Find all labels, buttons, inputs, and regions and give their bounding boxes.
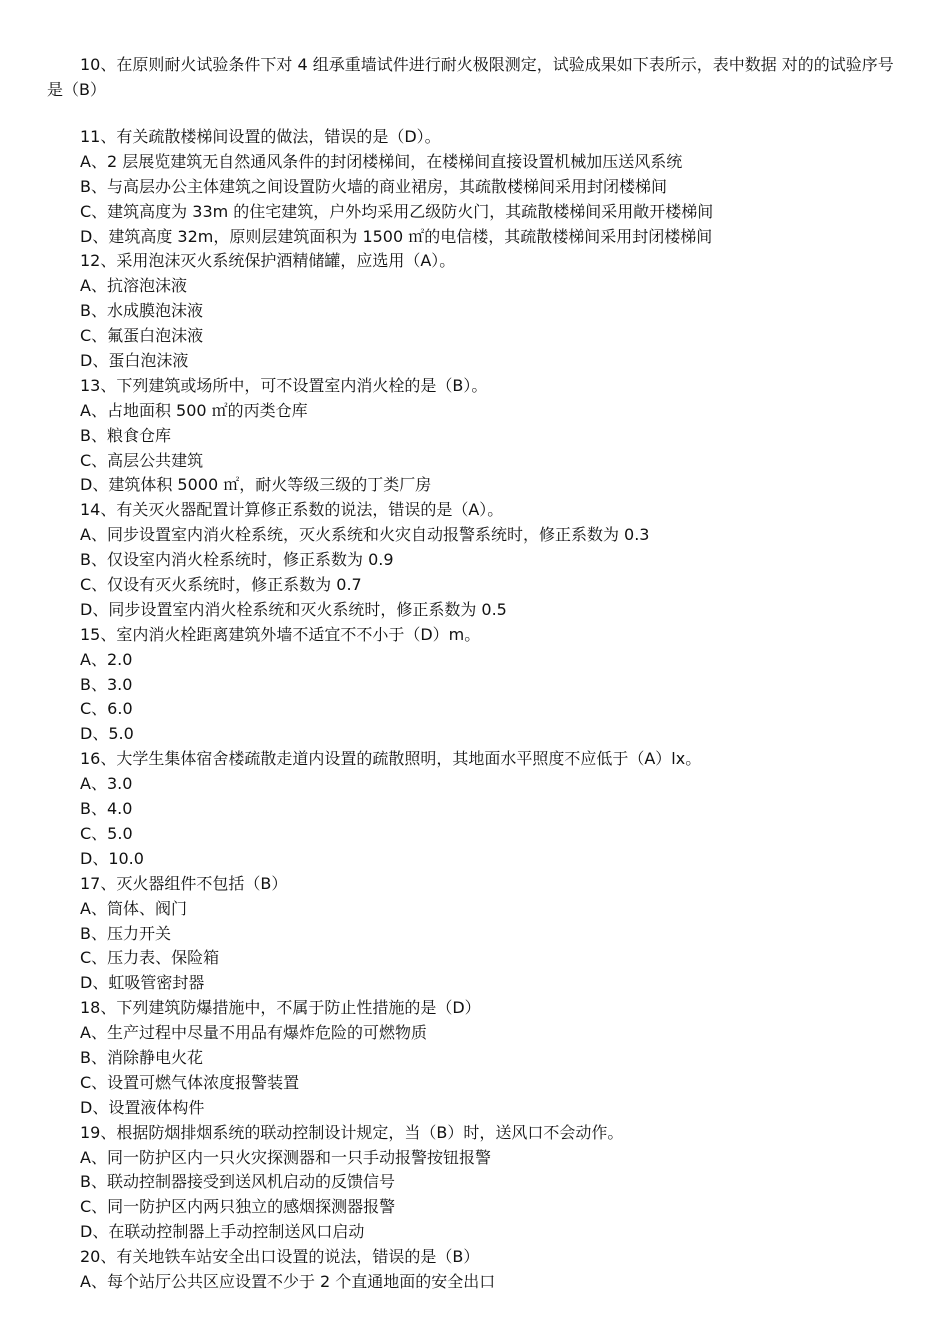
answer-option: C、5.0 [80, 823, 133, 843]
answer-option: B、消除静电火花 [80, 1047, 203, 1067]
answer-option: B、4.0 [80, 799, 133, 819]
answer-option: A、抗溶泡沫液 [80, 276, 187, 296]
answer-option: D、在联动控制器上手动控制送风口启动 [80, 1222, 365, 1242]
answer-option: B、联动控制器接受到送风机启动的反馈信号 [80, 1172, 395, 1192]
answer-option: B、与高层办公主体建筑之间设置防火墙的商业裙房，其疏散楼梯间采用封闭楼梯间 [80, 176, 667, 196]
answer-option: D、设置液体构件 [80, 1097, 205, 1117]
answer-option: A、占地面积 500 ㎡的丙类仓库 [80, 400, 308, 420]
answer-option: D、5.0 [80, 724, 134, 744]
answer-option: A、筒体、阀门 [80, 898, 187, 918]
answer-option: C、设置可燃气体浓度报警装置 [80, 1072, 300, 1092]
answer-option: C、6.0 [80, 699, 133, 719]
question-stem: 18、下列建筑防爆措施中，不属于防止性措施的是（D） [80, 998, 481, 1018]
answer-option: C、仅设有灭火系统时，修正系数为 0.7 [80, 575, 362, 595]
answer-option: A、同步设置室内消火栓系统，灭火系统和火灾自动报警系统时，修正系数为 0.3 [80, 525, 650, 545]
answer-option: A、3.0 [80, 774, 133, 794]
question-list [80, 125, 920, 1295]
answer-option: D、蛋白泡沫液 [80, 351, 189, 371]
answer-option: D、同步设置室内消火栓系统和灭火系统时，修正系数为 0.5 [80, 599, 507, 619]
question-stem: 17、灭火器组件不包括（B） [80, 873, 288, 893]
answer-option: C、压力表、保险箱 [80, 948, 220, 968]
answer-option: A、每个站厅公共区应设置不少于 2 个直通地面的安全出口 [80, 1271, 496, 1291]
answer-option: B、压力开关 [80, 923, 171, 943]
answer-option: D、建筑体积 5000 ㎡，耐火等级三级的丁类厂房 [80, 475, 432, 495]
question-stem: 11、有关疏散楼梯间设置的做法，错误的是（D）。 [80, 127, 441, 146]
question-stem: 14、有关灭火器配置计算修正系数的说法，错误的是（A）。 [80, 500, 504, 520]
answer-option: C、氟蛋白泡沫液 [80, 326, 204, 346]
question-stem: 16、大学生集体宿舍楼疏散走道内设置的疏散照明，其地面水平照度不应低于（A）lx。 [80, 749, 702, 769]
answer-option: D、建筑高度 32m，原则层建筑面积为 1500 ㎡的电信楼，其疏散楼梯间采用封闭楼梯间 [80, 226, 713, 246]
answer-option: B、仅设室内消火栓系统时，修正系数为 0.9 [80, 550, 394, 570]
answer-option: A、同一防护区内一只火灾探测器和一只手动报警按钮报警 [80, 1147, 491, 1167]
answer-option: D、10.0 [80, 848, 144, 868]
answer-option: C、高层公共建筑 [80, 450, 204, 470]
question-stem: 19、根据防烟排烟系统的联动控制设计规定，当（B）时，送风口不会动作。 [80, 1122, 624, 1142]
answer-option: A、2 层展览建筑无自然通风条件的封闭楼梯间，在楼梯间直接设置机械加压送风系统 [80, 151, 683, 171]
answer-option: A、2.0 [80, 649, 133, 669]
answer-option: D、虹吸管密封器 [80, 973, 205, 993]
answer-option: B、粮食仓库 [80, 425, 171, 445]
question-stem: 20、有关地铁车站安全出口设置的说法，错误的是（B） [80, 1247, 480, 1267]
question-stem: 15、室内消火栓距离建筑外墙不适宜不不小于（D）m。 [80, 624, 481, 644]
answer-option: B、3.0 [80, 674, 133, 694]
question-10-text: 10、在原则耐火试验条件下对 4 组承重墙试件进行耐火极限测定，试验成果如下表所示，表中数据 对的的试验序号是（B） [47, 55, 894, 99]
question-stem: 13、下列建筑或场所中，可不设置室内消火栓的是（B）。 [80, 375, 488, 395]
answer-option: C、同一防护区内两只独立的感烟探测器报警 [80, 1197, 396, 1217]
answer-option: C、建筑高度为 33m 的住宅建筑，户外均采用乙级防火门，其疏散楼梯间采用敞开楼梯间 [80, 201, 714, 221]
answer-option: B、水成膜泡沫液 [80, 301, 203, 321]
question-stem: 12、采用泡沫灭火系统保护酒精储罐，应选用（A）。 [80, 251, 456, 271]
answer-option: A、生产过程中尽量不用品有爆炸危险的可燃物质 [80, 1023, 427, 1043]
